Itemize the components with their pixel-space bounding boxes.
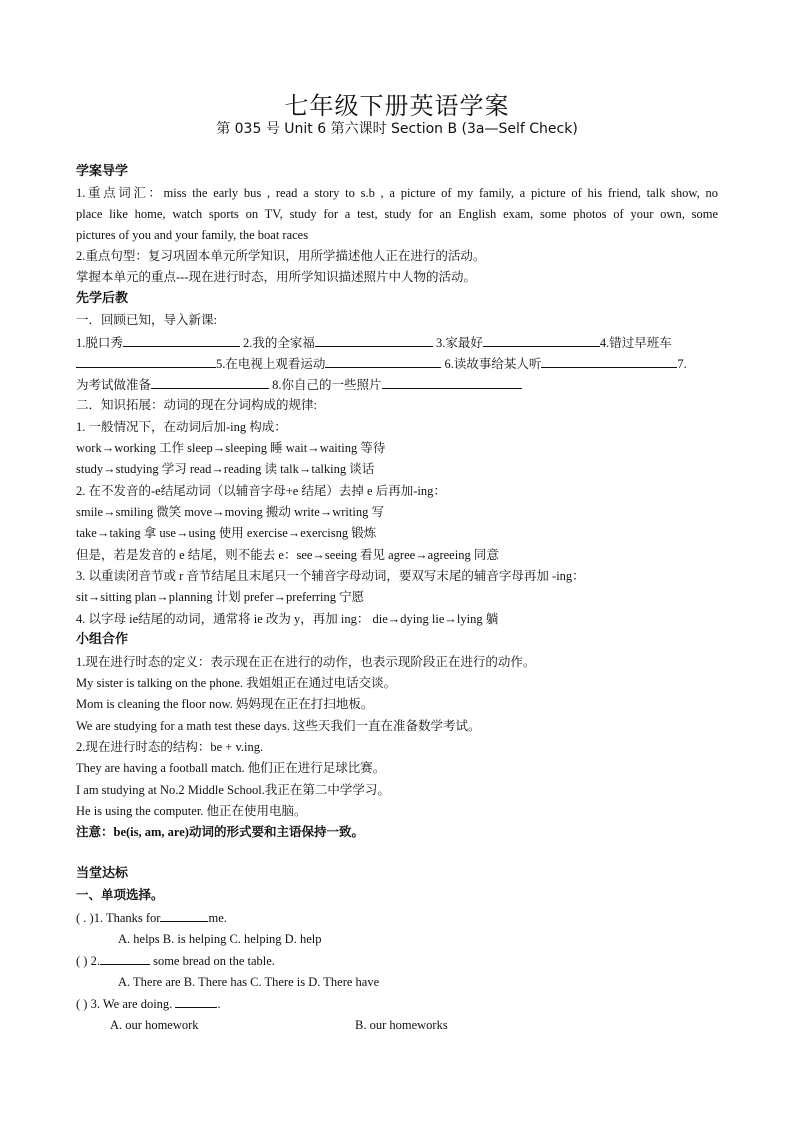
section-guide-heading: 学案导学 (76, 164, 129, 179)
answer-blank[interactable] (483, 334, 600, 347)
question-2 (76, 952, 275, 969)
answer-blank[interactable] (175, 995, 217, 1008)
answer-blank[interactable] (382, 376, 522, 389)
vocab-line-2: place like home, watch sports on TV, study for a test, study for an English exam, some photos of your own, some (76, 207, 718, 221)
section-test-heading: 当堂达标 (76, 866, 129, 881)
example-5: I am studying at No.2 Middle School.我正在第二中学学习。 (76, 783, 390, 797)
question-3-option-b: B. our homeworks (355, 1018, 448, 1032)
answer-blank[interactable] (76, 355, 216, 368)
question-3-text: ( ) 3. We are doing. (76, 997, 173, 1011)
item-3: 3.家最好 (436, 336, 483, 350)
question-3-option-a: A. our homework (110, 1018, 199, 1032)
answer-blank[interactable] (541, 355, 677, 368)
question-1-options: A. helps B. is helping C. helping D. help (118, 932, 322, 946)
vocab-line-3: pictures of you and your family, the boat races (76, 228, 309, 242)
rule-1-examples-a: work→working 工作 sleep→sleeping 睡 wait→waiting 等待 (76, 441, 386, 455)
item-4: 4.错过早班车 (599, 336, 672, 350)
question-2-end: some bread on the table. (153, 954, 275, 968)
section-preview-heading: 先学后教 (76, 291, 129, 306)
preview-part-2: 二．知识拓展：动词的现在分词构成的规律: (76, 398, 317, 412)
rule-2-examples-a: smile→smiling 微笑 move→moving 搬动 write→writing 写 (76, 505, 384, 519)
question-1-text: ( . )1. Thanks for (76, 911, 161, 925)
rule-1-examples-b: study→studying 学习 read→reading 读 talk→talking 谈话 (76, 462, 375, 476)
rule-2-exception: 但是，若是发音的 e 结尾，则不能去 e：see→seeing 看见 agree→agreeing 同意 (76, 548, 499, 562)
example-4: They are having a football match. 他们正在进行足球比赛。 (76, 761, 386, 775)
item-7: 7. (677, 357, 687, 371)
item-6: 6.读故事给某人听 (444, 357, 542, 371)
rule-2-examples-b: take→taking 拿 use→using 使用 exercise→exercisng 锻炼 (76, 526, 377, 540)
rule-3-examples: sit→sitting plan→planning 计划 prefer→preferring 宁愿 (76, 590, 365, 604)
item-2: 2.我的全家福 (243, 336, 315, 350)
page-title: 七年级下册英语学案 (284, 92, 510, 120)
item-1: 1.脱口秀 (76, 336, 123, 350)
answer-blank[interactable] (160, 909, 208, 922)
question-2-text: ( ) 2. (76, 954, 100, 968)
answer-blank[interactable] (100, 952, 150, 965)
question-2-options: A. There are B. There has C. There is D. There have (118, 975, 380, 989)
structure: 2.现在进行时态的结构：be + v.ing. (76, 740, 264, 754)
blank-line-1 (76, 334, 672, 351)
rule-3: 3. 以重读闭音节或 r 音节结尾且末尾只一个辅音字母动词，要双写末尾的辅音字母再加 -ing： (76, 569, 585, 583)
blank-line-2 (76, 355, 687, 372)
answer-blank[interactable] (123, 334, 240, 347)
blank-line-3 (76, 376, 522, 393)
item-8: 8.你自己的一些照片 (272, 378, 382, 392)
question-1-end: me. (208, 911, 227, 925)
note: 注意：be(is, am, are)动词的形式要和主语保持一致。 (76, 825, 364, 839)
question-3-end: . (217, 997, 221, 1011)
answer-blank[interactable] (325, 355, 441, 368)
example-6: He is using the computer. 他正在使用电脑。 (76, 804, 307, 818)
example-2: Mom is cleaning the floor now. 妈妈现在正在打扫地板。 (76, 697, 374, 711)
answer-blank[interactable] (151, 376, 269, 389)
item-7-text: 为考试做准备 (76, 378, 152, 392)
section-group-heading: 小组合作 (76, 632, 129, 647)
definition: 1.现在进行时态的定义：表示现在正在进行的动作，也表示现阶段正在进行的动作。 (76, 655, 536, 669)
question-1 (76, 909, 227, 926)
item-5: 5.在电视上观看运动 (216, 357, 326, 371)
master-point: 掌握本单元的重点---现在进行时态，用所学知识描述照片中人物的活动。 (76, 270, 476, 284)
test-part-1: 一、单项选择。 (76, 888, 164, 902)
rule-4: 4. 以字母 ie结尾的动词，通常将 ie 改为 y，再加 ing： die→dying lie→lying 躺 (76, 612, 499, 626)
rule-1: 1. 一般情况下，在动词后加-ing 构成： (76, 420, 287, 434)
example-3: We are studying for a math test these days. 这些天我们一直在准备数学考试。 (76, 719, 481, 733)
key-sentence: 2.重点句型：复习巩固本单元所学知识，用所学描述他人正在进行的活动。 (76, 249, 486, 263)
question-3 (76, 995, 221, 1012)
page-subtitle: 第 035 号 Unit 6 第六课时 Section B (3a—Self Check) (216, 121, 578, 137)
rule-2: 2. 在不发音的-e结尾动词（以辅音字母+e 结尾）去掉 e 后再加-ing： (76, 484, 446, 498)
vocab-line-1: 1.重点词汇：miss the early bus , read a story to s.b , a picture of my family, a picture of his friend, talk show, no (76, 186, 718, 200)
preview-part-1: 一．回顾已知，导入新课: (76, 313, 217, 327)
example-1: My sister is talking on the phone. 我姐姐正在通过电话交谈。 (76, 676, 397, 690)
answer-blank[interactable] (315, 334, 433, 347)
